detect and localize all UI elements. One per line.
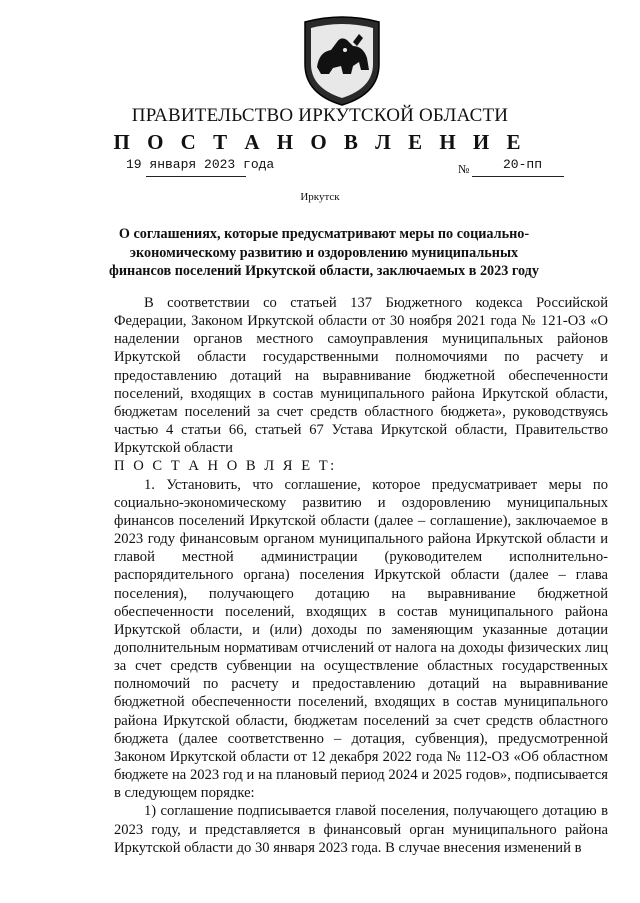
document-date: 19 января 2023 года <box>126 157 275 172</box>
government-name: ПРАВИТЕЛЬСТВО ИРКУТСКОЙ ОБЛАСТИ <box>131 105 509 126</box>
resolves-heading: П О С Т А Н О В Л Я Е Т: <box>114 458 337 475</box>
item-1-paragraph: 1. Установить, что соглашение, которое предусматривает меры по социально-экономическому развитию и оздоровлению муниципальных финансов поселений Иркутской области (далее – соглашение), заключаемое в 2023 году финансовым органом муниципального района Иркутской области и главой местной администрации (руководителем исполнительно-распорядительного органа) поселения Иркутской области (далее – глава поселения), получающего дотацию на выравнивание бюджетной обеспеченности поселений, входящих в состав муниципального района Иркутской области, и (или) доходы по заменяющим указанные дотации дополнительным нормативам отчислений от налога на доходы физических лиц за счет средств субвенции на осуществление областных государственных полномочий по расчету и предоставлению дотаций на выравнивание бюджетной обеспеченности поселений, входящих в состав муниципального района Иркутской области, бюджетам поселений за счет средств областного бюджета (далее соответственно – дотация, субвенция), предусмотренной Законом Иркутской области от 12 декабря 2022 года № 112-ОЗ «Об областном бюджете на 2023 год и на плановый период 2024 и 2025 годов», подписывается в следующем порядке: <box>114 476 608 802</box>
document-number: 20-пп <box>503 157 543 172</box>
document-title: О соглашениях, которые предусматривают меры по социально-экономическому развитию и оздоровлению муниципальных финансов поселений Иркутской области, заключаемых в 2023 году <box>109 226 539 279</box>
document-city: Иркутск <box>300 191 340 203</box>
date-underline <box>146 176 246 177</box>
preamble-paragraph: В соответствии со статьей 137 Бюджетного кодекса Российской Федерации, Законом Иркутской области от 30 ноября 2021 года № 121-ОЗ «О наделении органов местного самоуправления муниципальных районов Иркутской области государственными полномочиями по расчету и предоставлению дотаций на выравнивание бюджетной обеспеченности поселений, входящих в состав муниципального района Иркутской области, бюджетам поселений за счет средств областного бюджета», руководствуясь частью 4 статьи 66, статьей 67 Устава Иркутской области, Правительство Иркутской области <box>114 295 608 457</box>
document-body <box>114 294 608 857</box>
item-1-1-paragraph: 1) соглашение подписывается главой поселения, получающего дотацию в 2023 году, и представляется в финансовый орган муниципального района Иркутской области до 30 января 2023 года. В случае внесения изменений в <box>114 803 608 856</box>
number-underline <box>472 176 564 177</box>
document-type: П О С Т А Н О В Л Е Н И Е <box>113 130 527 154</box>
coat-of-arms-icon <box>297 12 387 107</box>
number-sign: № <box>458 162 470 176</box>
